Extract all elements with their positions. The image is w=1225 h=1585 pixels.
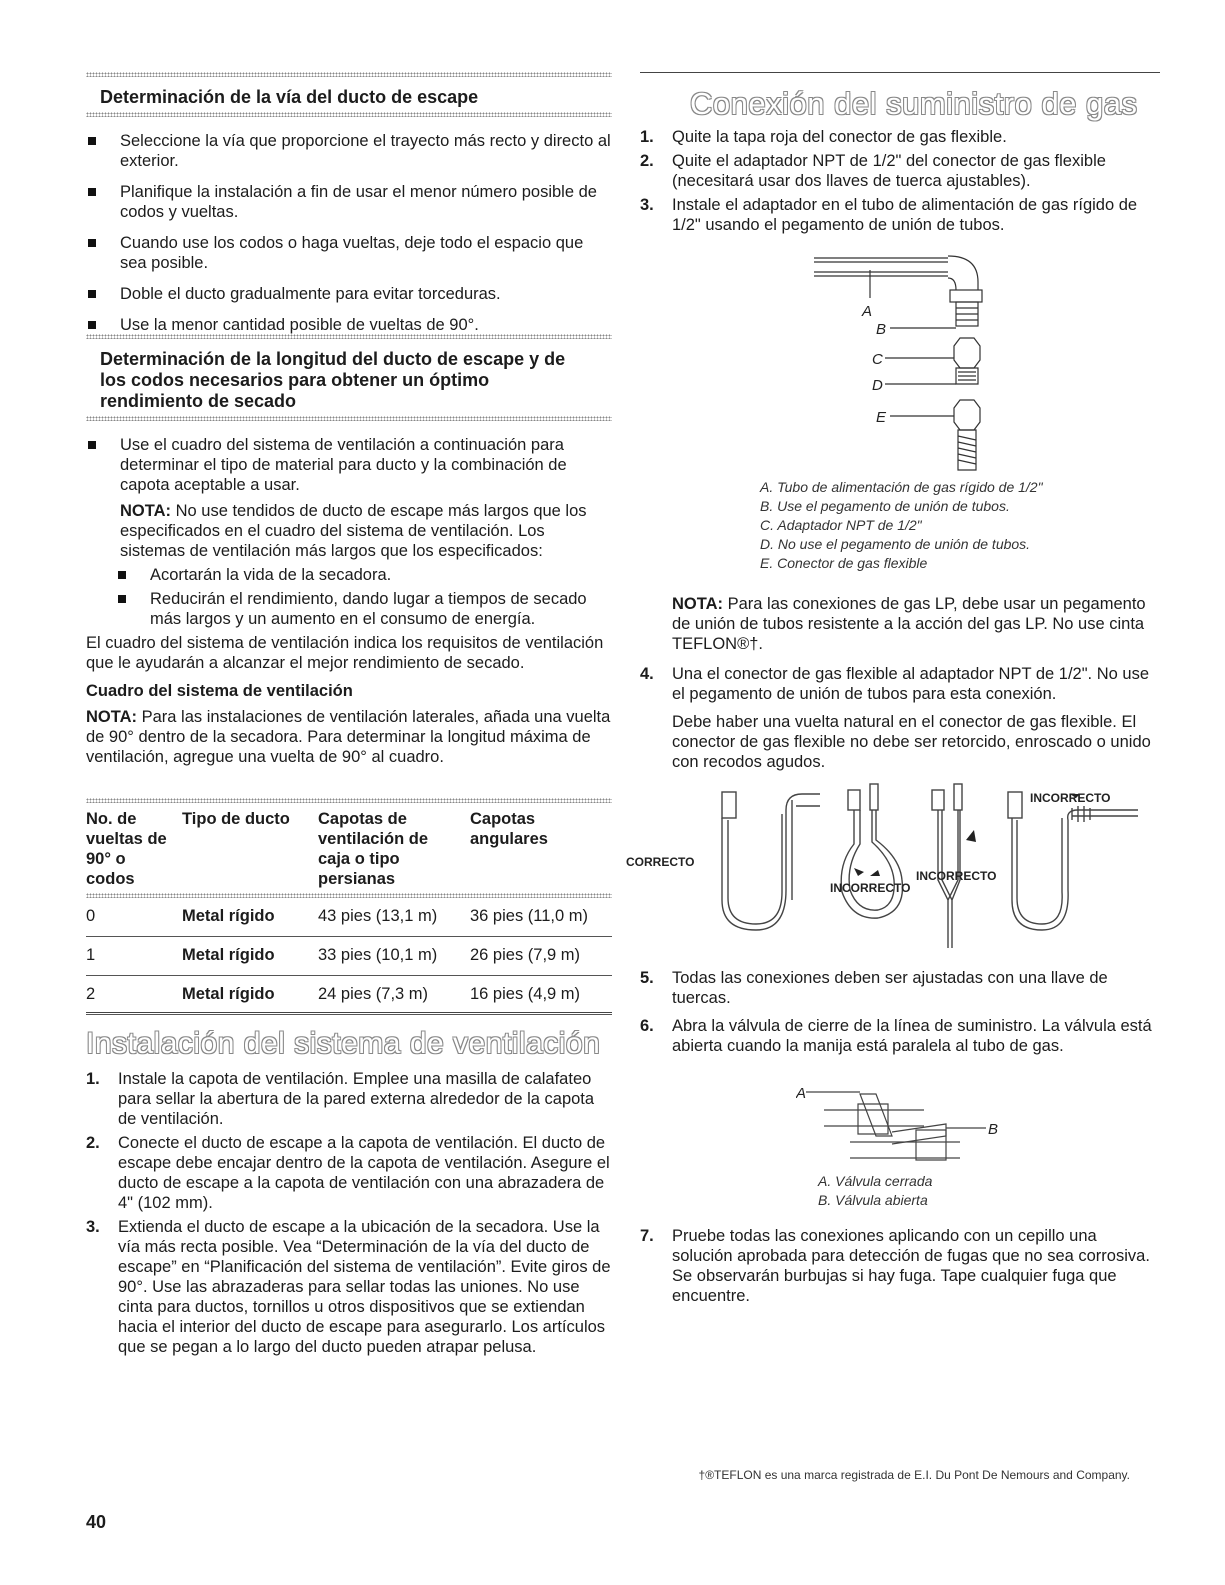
header-box-hood: Capotas de ventilación de caja o tipo persianas <box>318 810 429 888</box>
caption: D. No use el pegamento de unión de tubos. <box>760 536 1031 552</box>
step-7-block <box>640 1226 1160 1310</box>
cell: Metal rígido <box>182 898 318 937</box>
vent-system-table <box>86 798 612 1015</box>
divider <box>640 72 1160 73</box>
list-item: Acortarán la vida de la secadora. <box>116 565 612 585</box>
paragraph: Debe haber una vuelta natural en el conector de gas flexible. El conector de gas flexible no debe ser retorcido, enroscado o unido con recodos agudos. <box>672 713 1151 771</box>
cell: 33 pies (10,1 m) <box>318 937 470 976</box>
chart-heading: Cuadro del sistema de ventilación <box>86 682 353 700</box>
cell: Metal rígido <box>182 976 318 1015</box>
section-vent-path <box>86 72 612 346</box>
table-row <box>86 898 612 937</box>
caption: A. Tubo de alimentación de gas rígido de 1/2" <box>760 479 1043 495</box>
cell: 16 pies (4,9 m) <box>470 976 612 1015</box>
step-5: 5. Todas las conexiones deben ser ajustadas con una llave de tuercas. <box>640 969 1108 1007</box>
bullet-icon <box>88 188 96 196</box>
table-header <box>86 809 612 889</box>
gas-pipe-adapter-figure <box>810 250 1010 475</box>
header-duct-type: Tipo de ducto <box>182 810 290 828</box>
label-incorrect-1: INCORRECTO <box>830 881 911 895</box>
step-2: 2. Conecte el ducto de escape a la capota de ventilación. El ducto de escape debe encajar dentro de la capota de ventilación. Asegure el ducto de escape a la capota de ventilación con una abrazadera de 4" (102 mm). <box>86 1134 610 1212</box>
bullet-icon <box>88 290 96 298</box>
section-gas-supply <box>640 72 1160 239</box>
list-item: Planifique la instalación a fin de usar el menor número posible de codos y vueltas. <box>86 182 612 222</box>
table-row <box>86 976 612 1015</box>
list-item: Use la menor cantidad posible de vueltas de 90°. <box>86 315 612 335</box>
fig1-label-b: B <box>876 321 887 338</box>
cell: 2 <box>86 976 182 1015</box>
page-number: 40 <box>86 1512 107 1532</box>
fig1-label-e: E <box>876 409 887 426</box>
cell: 24 pies (7,3 m) <box>318 976 470 1015</box>
cell: 36 pies (11,0 m) <box>470 898 612 937</box>
fig1-captions <box>760 478 1043 573</box>
section-title: Instalación del sistema de ventilación <box>86 1027 601 1060</box>
caption: E. Conector de gas flexible <box>760 555 928 571</box>
connector-correct-incorrect-figure <box>626 780 1160 952</box>
section-heading: Determinación de la longitud del ducto de escape y de los codos necesarios para obtener un óptimo rendimiento de secado <box>100 349 566 411</box>
fig1-label-d: D <box>872 377 883 394</box>
fig3-label-b: B <box>988 1121 999 1138</box>
step-3: 3. Extienda el ducto de escape a la ubicación de la secadora. Use la vía más recta posible. Vea “Determinación de la vía del ducto de escape” en “Planificación del sistema de ventilación”. Evite giros de 90°. Use las abrazaderas para sellar todas las uniones. No use cinta para ductos, tornillos u otros dispositivos que se extiendan hacia el interior del ducto de escape para asegurarlo. Los artículos que se pegan a lo largo del ducto pueden atrapar pelusa. <box>86 1218 611 1356</box>
step-6: 6. Abra la válvula de cierre de la línea de suministro. La válvula está abierta cuando la manija está paralela al tubo de gas. <box>640 1017 1152 1055</box>
bullet-icon <box>88 441 96 449</box>
fig3-label-a: A <box>796 1085 807 1102</box>
steps-5-6 <box>640 968 1160 1060</box>
caption: B. Válvula abierta <box>818 1192 928 1208</box>
valve-figure <box>796 1084 1006 1164</box>
divider <box>86 112 612 117</box>
step-4: 4. Una el conector de gas flexible al adaptador NPT de 1/2". No use el pegamento de unión de tubos para esta conexión. <box>640 665 1150 703</box>
section-heading: Determinación de la vía del ducto de escape <box>100 87 479 107</box>
bullet-icon <box>118 571 126 579</box>
note: NOTA: Para las conexiones de gas LP, debe usar un pegamento de unión de tubos resistente a la acción del gas LP. No use cinta TEFLON®†. <box>672 595 1146 653</box>
step-1: 1. Instale la capota de ventilación. Emplee una masilla de calafateo para sellar la abertura de la pared externa alrededor de la capota de ventilación. <box>86 1070 595 1128</box>
step-7: 7. Pruebe todas las conexiones aplicando con un cepillo una solución aprobada para detección de fugas que no sea corrosiva. Se observarán burbujas si hay fuga. Tape cualquier fuga que encuentre. <box>640 1227 1150 1305</box>
table <box>86 809 612 1015</box>
footnote: †®TEFLON es una marca registrada de E.I. Du Pont De Nemours and Company. <box>698 1468 1130 1482</box>
divider <box>86 416 612 421</box>
fig3-captions <box>818 1172 932 1210</box>
paragraph: El cuadro del sistema de ventilación indica los requisitos de ventilación que le ayudarán a alcanzar el mejor rendimiento de secado. <box>86 634 604 672</box>
step-1: 1. Quite la tapa roja del conector de gas flexible. <box>640 128 1007 146</box>
divider <box>86 798 612 803</box>
step-3: 3. Instale el adaptador en el tubo de alimentación de gas rígido de 1/2" usando el pegamento de unión de tubos. <box>640 196 1138 234</box>
cell: 0 <box>86 898 182 937</box>
section-vent-length <box>86 334 612 767</box>
label-incorrect-3: INCORRECTO <box>1030 791 1111 805</box>
bullet-icon <box>88 239 96 247</box>
cell: 26 pies (7,9 m) <box>470 937 612 976</box>
bullet-icon <box>88 137 96 145</box>
header-angled-hood: Capotas angulares <box>470 810 548 848</box>
label-correct: CORRECTO <box>626 855 695 869</box>
bullet-icon <box>118 595 126 603</box>
caption: C. Adaptador NPT de 1/2" <box>760 517 922 533</box>
fig1-label-c: C <box>872 351 883 368</box>
list-item: Use el cuadro del sistema de ventilación a continuación para determinar el tipo de material para ducto y la combinación de capota aceptable a usar. <box>86 435 612 495</box>
divider <box>86 72 612 77</box>
divider <box>86 334 612 339</box>
fig1-label-a: A <box>862 303 873 320</box>
caption: B. Use el pegamento de unión de tubos. <box>760 498 1010 514</box>
list-item: Seleccione la vía que proporcione el trayecto más recto y directo al exterior. <box>86 131 612 171</box>
bullet-icon <box>88 321 96 329</box>
list-item: Doble el ducto gradualmente para evitar torceduras. <box>86 284 612 304</box>
section-lp-note <box>640 594 1160 772</box>
note: NOTA: No use tendidos de ducto de escape más largos que los especificados en el cuadro del sistema de ventilación. Los sistemas de ventilación más largos que los especificados: <box>120 502 587 560</box>
cell: Metal rígido <box>182 937 318 976</box>
divider <box>86 1012 612 1013</box>
list-item: Reducirán el rendimiento, dando lugar a tiempos de secado más largos y un aumento en el consumo de energía. <box>116 589 612 629</box>
section-vent-install <box>86 1012 612 1361</box>
caption: A. Válvula cerrada <box>818 1173 933 1189</box>
section-title: Conexión del suministro de gas <box>690 86 1138 121</box>
label-incorrect-2: INCORRECTO <box>916 869 997 883</box>
table-row <box>86 937 612 976</box>
note: NOTA: Para las instalaciones de ventilación laterales, añada una vuelta de 90° dentro de la secadora. Para determinar la longitud máxima de ventilación, agregue una vuelta de 90° al cuadro. <box>86 708 611 766</box>
header-turns: No. de vueltas de 90° o codos <box>86 810 167 888</box>
cell: 43 pies (13,1 m) <box>318 898 470 937</box>
step-2: 2. Quite el adaptador NPT de 1/2" del conector de gas flexible (necesitará usar dos llaves de tuerca ajustables). <box>640 152 1106 190</box>
cell: 1 <box>86 937 182 976</box>
list-item: Cuando use los codos o haga vueltas, deje todo el espacio que sea posible. <box>86 233 612 273</box>
